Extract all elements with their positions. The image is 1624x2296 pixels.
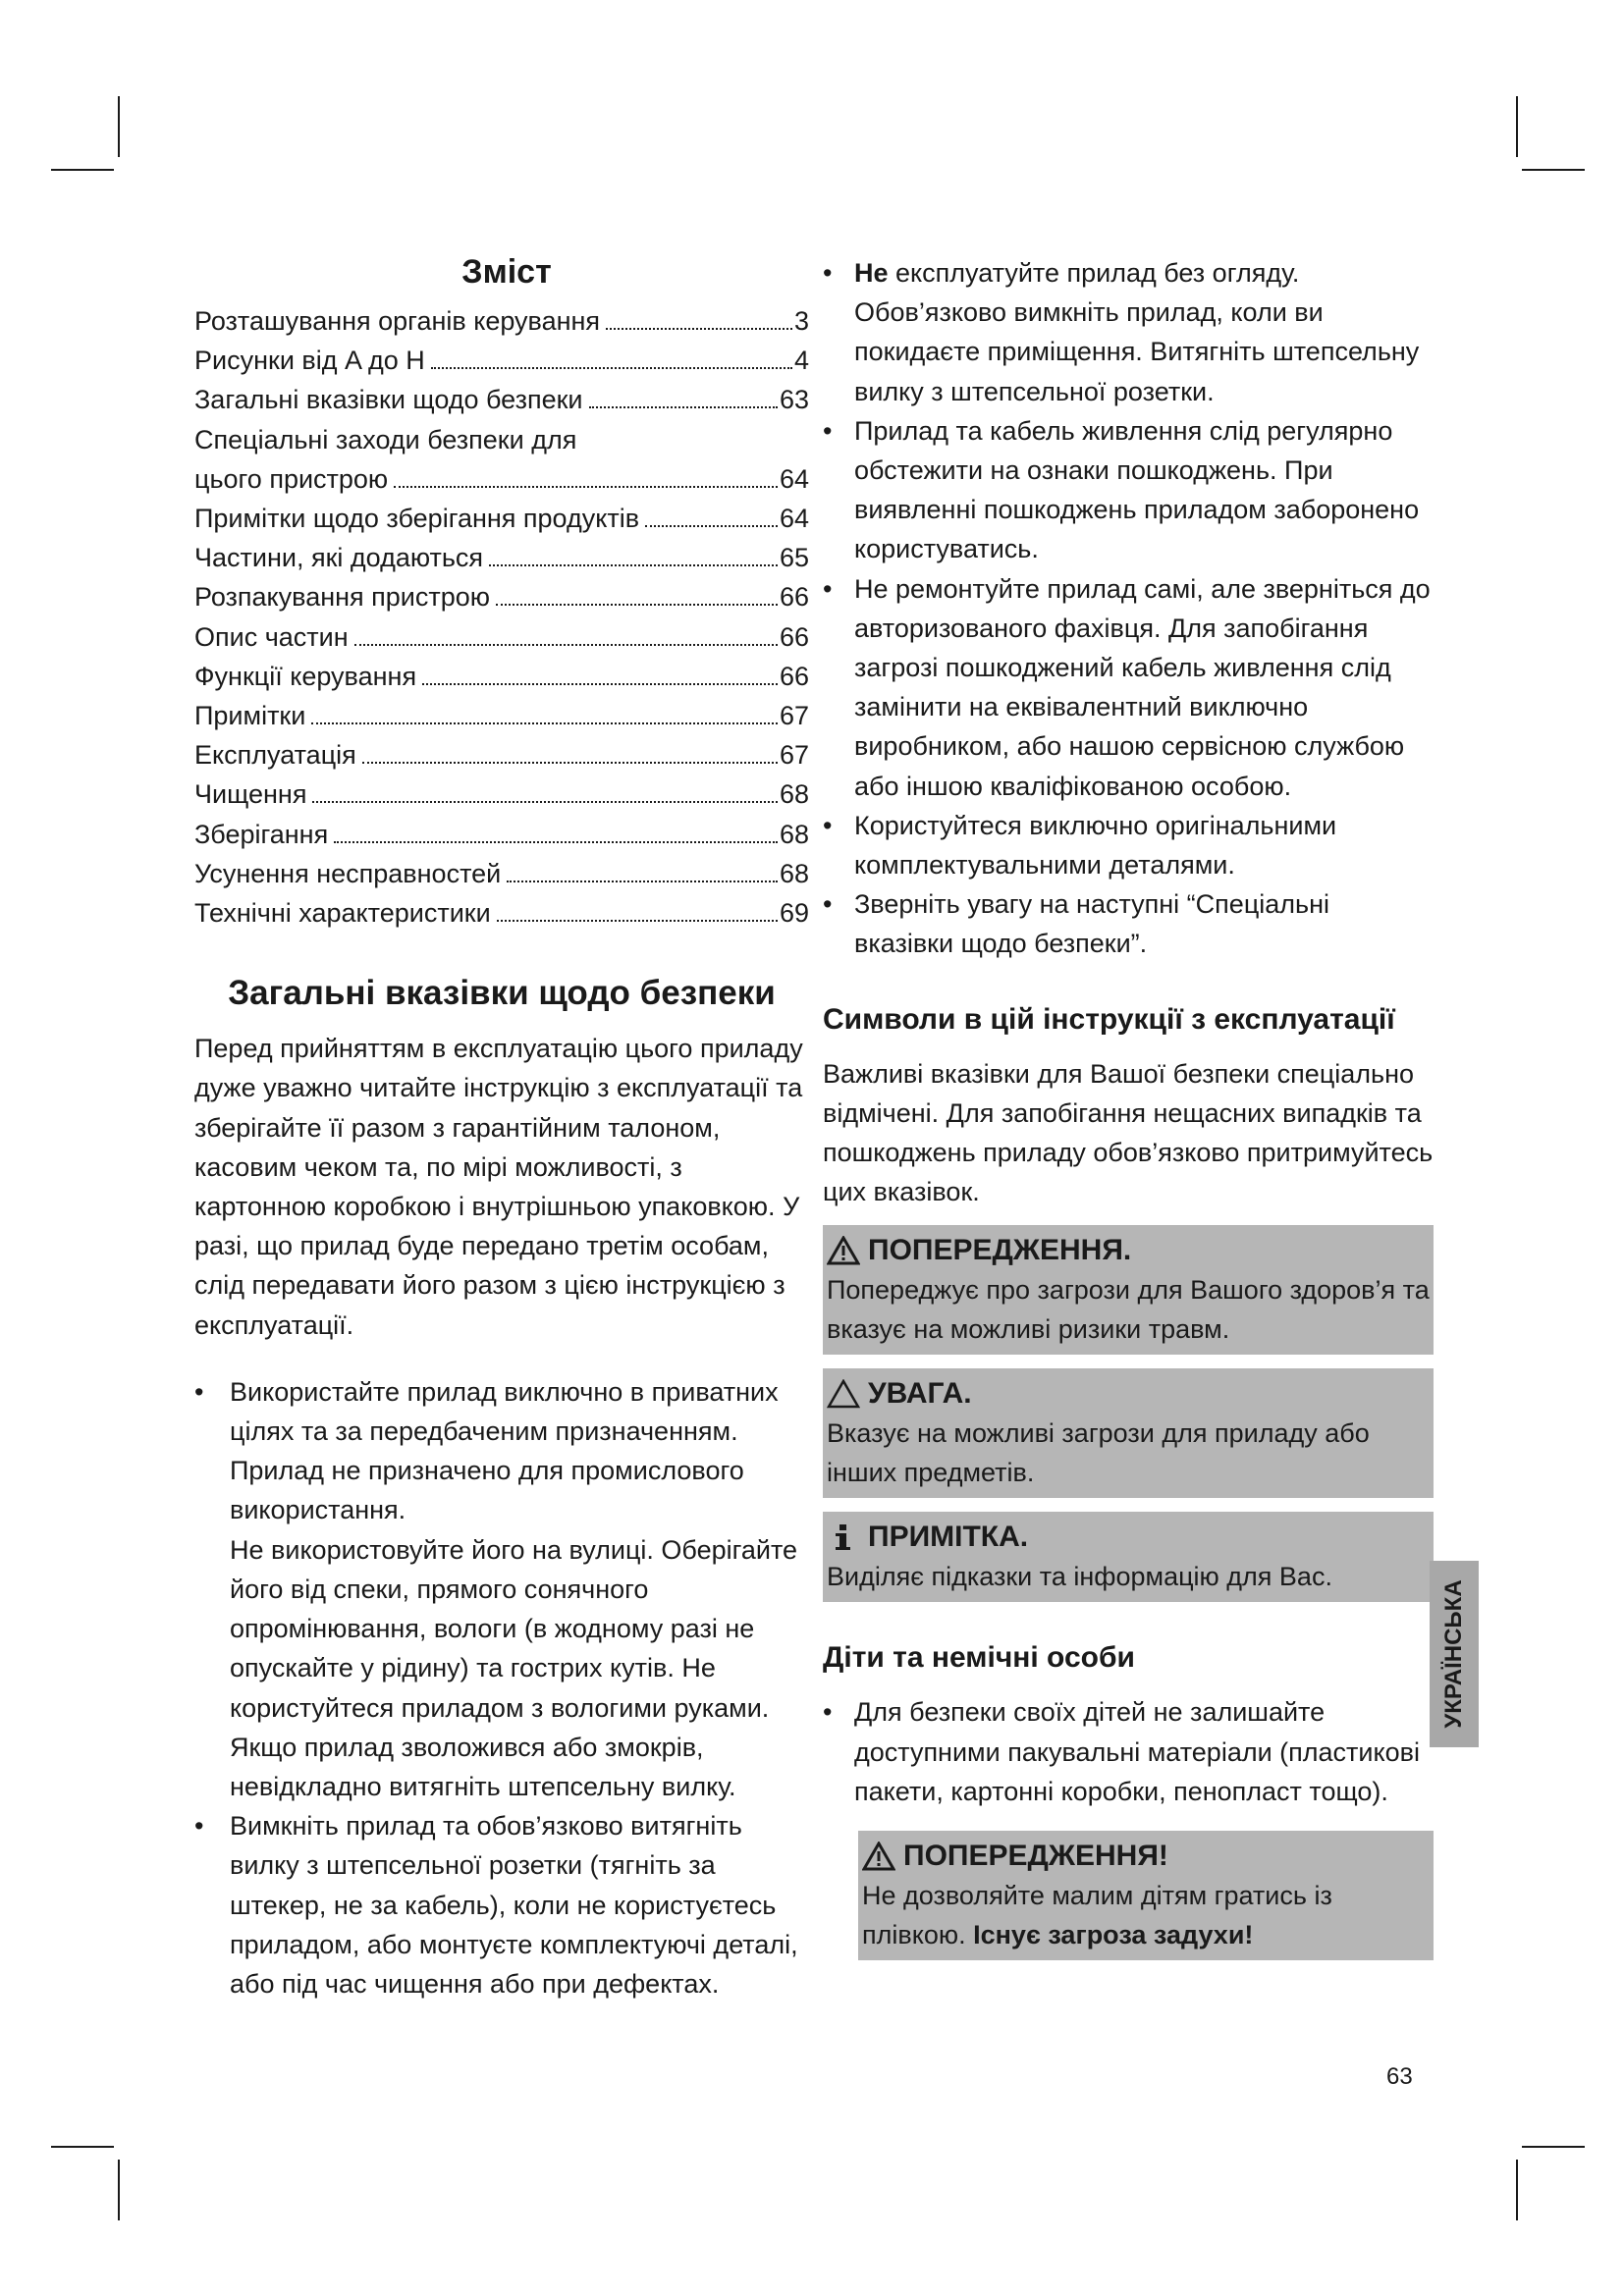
warning-notice [823,1225,1434,1355]
list-item: • Зверніть увагу на наступні “Спеціальні вказівки щодо безпеки”. [823,884,1434,963]
toc-title: Зміст [461,253,552,291]
page-number: 63 [1386,2063,1413,2090]
toc-item[interactable]: Чищення 68 [194,779,809,810]
list-item: • Користуйтеся виключно оригінальними комплектувальними деталями. [823,806,1434,884]
toc-item[interactable]: Технічні характеристики 69 [194,898,809,929]
symbols-heading: Символи в цій інструкції з експлуатації [823,1002,1395,1036]
safety-heading: Загальні вказівки щодо безпеки [228,974,776,1013]
toc-item[interactable]: Усунення несправностей 68 [194,858,809,888]
crop-mark [51,169,114,171]
info-icon [827,1522,860,1552]
list-item: • Прилад та кабель живлення слід регулярно обстежити на ознаки пошкоджень. При виявленні пошкоджень приладом заборонено користуватись. [823,411,1434,569]
caution-title: УВАГА. [868,1377,972,1411]
caution-text: Вказує на можливі загрози для приладу або інших предметів. [827,1418,1370,1488]
warning-text: Попереджує про загрози для Вашого здоров’я та вказує на можливі ризики травм. [827,1275,1430,1345]
toc-item[interactable]: Розташування органів керування 3 [194,306,809,336]
warning-title: ПОПЕРЕДЖЕННЯ. [868,1234,1132,1267]
crop-mark [1516,96,1518,157]
crop-mark [118,96,120,157]
language-tab: УКРАЇНСЬКА [1430,1561,1479,1747]
note-text: Виділяє підказки та інформацію для Вас. [827,1562,1332,1592]
right-column [823,253,1434,1960]
crop-mark [51,2146,114,2148]
crop-mark [1522,2146,1585,2148]
crop-mark [1522,169,1585,171]
list-item: • Використайте прилад виключно в приватних цілях та за передбаченим призначенням. Прилад не призначено для промислового використання. Не використовуйте його на вулиці. Оберігайте його від спеки, прямого сонячного опромінювання, вологи (в жодному разі не опускайте у рідину) та гострих кутів. Не користуйтеся приладом з вологими руками. Якщо прилад зволожився або змокрів, невідкладно витягніть штепсельну вилку. [194,1372,809,1806]
safety-bullets-continued [823,253,1434,964]
toc-item[interactable]: Примітки щодо зберігання продуктів 64 [194,504,809,534]
children-warning-title: ПОПЕРЕДЖЕННЯ! [903,1840,1168,1873]
toc-item[interactable]: Загальні вказівки щодо безпеки 63 [194,385,809,415]
children-warning-notice [858,1831,1434,1960]
toc-item[interactable]: Розпакування пристрою 66 [194,582,809,613]
crop-mark [118,2160,120,2220]
note-title: ПРИМІТКА. [868,1521,1029,1554]
caution-notice [823,1368,1434,1498]
list-item: • Не ремонтуйте прилад самі, але зверніться до авторизованого фахівця. Для запобігання загрозі пошкоджений кабель живлення слід замінити на еквівалентний виключно виробником, або нашою сервісною службою або іншою кваліфікованою особою. [823,569,1434,806]
symbols-intro: Важливі вказівки для Вашої безпеки спеціально відмічені. Для запобігання нещасних випадків та пошкоджень приладу обов’язково притримуйтесь цих вказівок. [823,1058,1434,1207]
toc-item[interactable]: Зберігання 68 [194,819,809,849]
warning-filled-icon [862,1842,895,1871]
list-item: • Для безпеки своїх дітей не залишайте доступними пакувальні матеріали (пластикові пакети, картонні коробки, пенопласт тощо). [823,1692,1434,1811]
toc-item[interactable]: Рисунки від A до H 4 [194,346,809,376]
warning-outline-icon [827,1379,860,1409]
list-item: • Не експлуатуйте прилад без огляду. Обов’язково вимкніть прилад, коли ви покидаєте приміщення. Витягніть штепсельну вилку з штепсельної розетки. [823,253,1434,411]
children-warning-text: Не дозволяйте малим дітям гратись із плівкою. Існує загроза задухи! [862,1881,1332,1950]
note-notice [823,1512,1434,1602]
safety-bullets [194,1372,809,2003]
toc-item[interactable]: Частини, які додаються 65 [194,543,809,573]
left-column [194,253,809,2003]
table-of-contents [194,301,809,933]
children-bullets [823,1692,1434,1811]
toc-item[interactable]: Функції керування 66 [194,661,809,691]
safety-intro: Перед прийняттям в експлуатацію цього приладу дуже уважно читайте інструкцію з експлуатації та зберігайте її разом з гарантійним талоном, касовим чеком та, по мірі можливості, з картонною коробкою і внутрішньою упаковкою. У разі, що прилад буде передано третім особам, слід передавати його разом з цією інструкцією з експлуатації. [194,1034,803,1340]
crop-mark [1516,2160,1518,2220]
toc-item[interactable]: Опис частин 66 [194,621,809,652]
toc-item[interactable]: Примітки 67 [194,701,809,731]
toc-item[interactable]: цього пристрою 64 [194,463,809,494]
children-heading: Діти та немічні особи [823,1641,1135,1675]
toc-item-line1[interactable]: Спеціальні заходи безпеки для [194,424,577,454]
list-item: • Вимкніть прилад та обов’язково витягніть вилку з штепсельної розетки (тягніть за штекер, не за кабель), коли не користуєтесь приладом, або монтуєте комплектуючі деталі, або під час чищення або при дефектах. [194,1806,809,2003]
toc-item[interactable]: Експлуатація 67 [194,740,809,771]
warning-filled-icon [827,1236,860,1265]
